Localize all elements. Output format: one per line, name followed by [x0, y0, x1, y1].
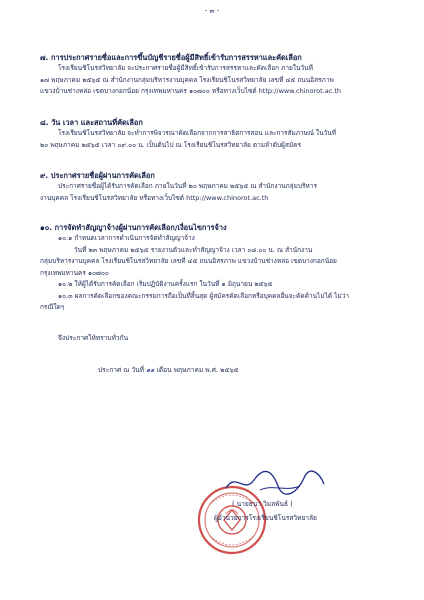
page-number: - ๓ -	[204, 7, 220, 15]
body-line: วันที่ ๒๓ พฤษภาคม ๒๕๖๕ รายงานตัวและทำสัญญาจ้าง เวลา ๐๘.๐๐ น. ณ สำนักงาน	[74, 245, 313, 254]
body-line: ประกาศรายชื่อผู้ได้รับการคัดเลือก ภายในวันที่ ๒๐ พฤษภาคม ๒๕๖๕ ณ สำนักงานกลุ่มบริหาร	[58, 182, 317, 190]
body-line: งานบุคคล โรงเรียนชิโนรสวิทยาลัย หรือทางเว็บไซต์ http://www.chinorot.ac.th	[40, 193, 269, 202]
body-line: กรณีใดๆ	[40, 303, 65, 311]
closing-line: จึงประกาศให้ทราบทั่วกัน	[58, 334, 129, 342]
body-line: ๒๐ พฤษภาคม ๒๕๖๕ เวลา ๐๙.๐๐ น. เป็นต้นไป ณ โรงเรียนชิโนรสวิทยาลัย ตามลำดับผู้สมัคร	[40, 140, 301, 149]
section-body-7	[40, 63, 342, 98]
signer-title: ผู้อำนวยการโรงเรียนชิโนรสวิทยาลัย	[214, 514, 317, 522]
announce-prefix: ประกาศ ณ วันที่	[98, 366, 145, 374]
body-line: ๑๗ พฤษภาคม ๒๕๖๕ ณ สำนักงานกลุ่มบริหารงานบุคคล โรงเรียนชิโนรสวิทยาลัย เลขที่ ๔๕ ถนนอิสรภาพ	[40, 75, 334, 84]
section-heading-9: ๙. ประกาศรายชื่อผู้ผ่านการคัดเลือก	[40, 171, 155, 180]
announcement-date	[98, 364, 239, 375]
section-body-8	[40, 128, 337, 151]
section-body-10	[40, 233, 350, 314]
section-heading-7: ๗. การประกาศรายชื่อและการขึ้นบัญชีรายชื่อผู้มีสิทธิ์เข้ารับการสรรหาและคัดเลือก	[40, 53, 302, 62]
body-line: โรงเรียนชิโนรสวิทยาลัย จะทำการพิจารณาคัดเลือกจากการสาธิตการสอน และการสัมภาษณ์ ในวันที่	[58, 129, 337, 137]
body-line: ๑๐.๑ กำหนดเวลาการดำเนินการจัดทำสัญญาจ้าง	[58, 234, 195, 242]
body-line: กลุ่มบริหารงานบุคคล โรงเรียนชิโนรสวิทยาลัย เลขที่ ๔๕ ถนนอิสรภาพ แขวงบ้านช่างหล่อ เขตบางกอกน้อย	[40, 257, 337, 265]
body-line: ๑๐.๒ ให้ผู้ได้รับการคัดเลือก เริ่มปฏิบัติงานครั้งแรก ในวันที่ ๑ มิถุนายน ๒๕๖๕	[58, 280, 273, 288]
section-heading-8: ๘. วัน เวลา และสถานที่คัดเลือก	[40, 118, 143, 127]
section-body-9	[40, 181, 317, 204]
signer-name: ( นายธนา วิมลพันธ์ )	[232, 500, 293, 508]
body-line: กรุงเทพมหานคร ๑๐๗๐๐	[40, 268, 109, 277]
section-heading-10: ๑๐. การจัดทำสัญญาจ้างผู้ผ่านการคัดเลือก/เงื่อนไขการจ้าง	[40, 223, 227, 232]
signature	[220, 468, 330, 496]
announce-day: ๑๑	[146, 366, 155, 374]
announce-suffix: เดือน พฤษภาคม พ.ศ. ๒๕๖๕	[156, 366, 239, 374]
body-line: แขวงบ้านช่างหล่อ เขตบางกอกน้อย กรุงเทพมหานคร ๑๐๗๐๐ หรือทางเว็บไซต์ http://www.chinorot.ac.th	[40, 87, 342, 95]
body-line: ๑๐.๓ ผลการคัดเลือกของคณะกรรมการถือเป็นที่สิ้นสุด ผู้สมัครคัดเลือกหรือบุคคลอื่นจะคัดค้านไม่ได้ ไม่ว่า	[58, 291, 350, 300]
body-line: โรงเรียนชิโนรสวิทยาลัย จะประกาศรายชื่อผู้มีสิทธิ์เข้ารับการสรรหาและคัดเลือก ภายในวันที่	[58, 64, 313, 72]
